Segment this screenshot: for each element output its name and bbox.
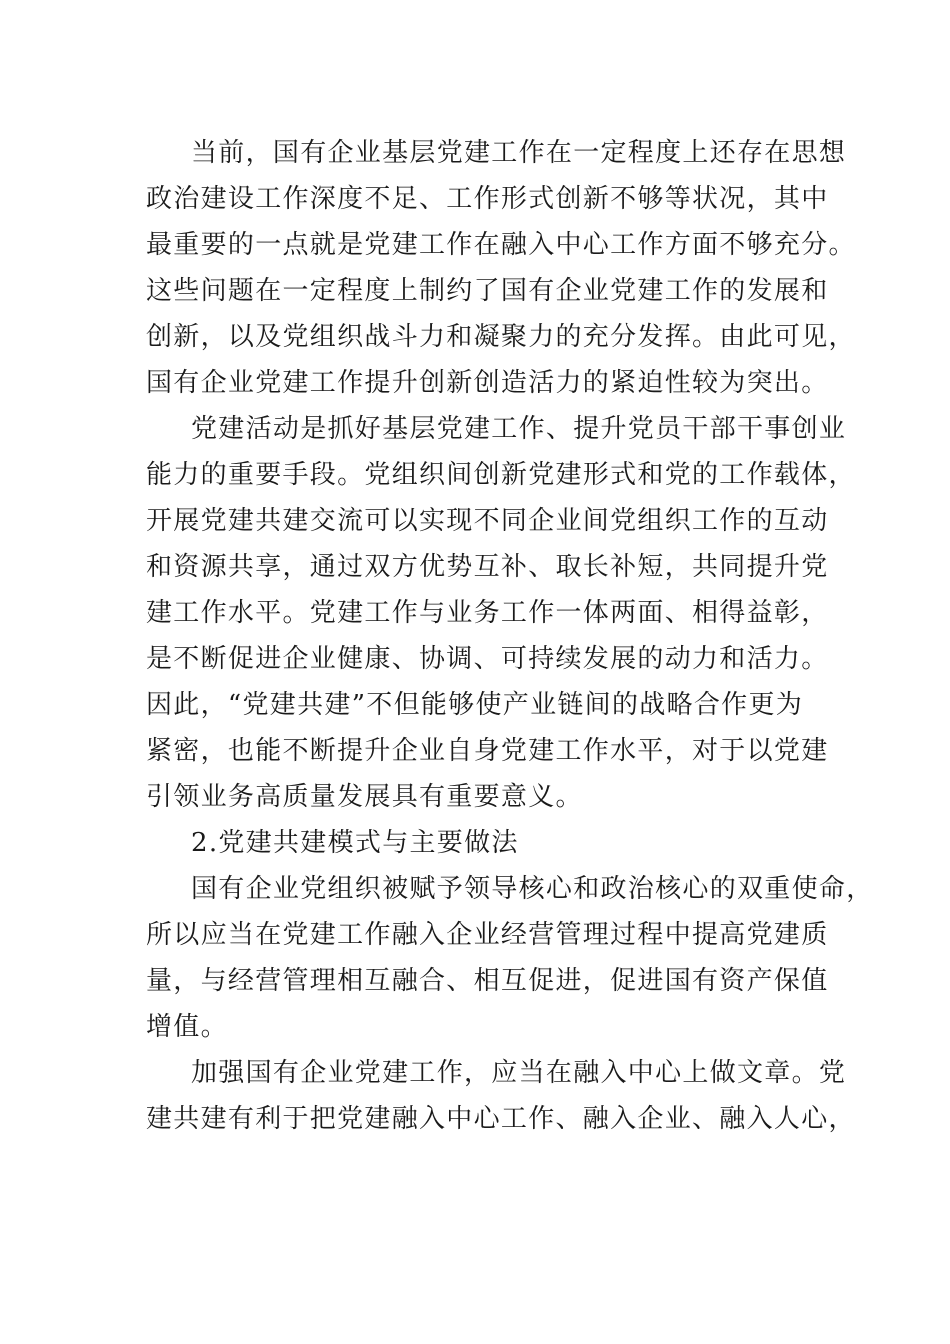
text-line-9: 开展党建共建交流可以实现不同企业间党组织工作的互动 [146, 506, 829, 536]
text-line-3: 最重要的一点就是党建工作在融入中心工作方面不够充分。 [146, 230, 856, 260]
text-line-19: 量，与经营管理相互融合、相互促进，促进国有资产保值 [146, 966, 829, 996]
text-line-4: 这些问题在一定程度上制约了国有企业党建工作的发展和 [146, 276, 829, 306]
text-line-21: 加强国有企业党建工作，应当在融入中心上做文章。党 [191, 1058, 847, 1088]
text-line-8: 能力的重要手段。党组织间创新党建形式和党的工作载体， [146, 460, 856, 490]
text-line-11: 建工作水平。党建工作与业务工作一体两面、相得益彰， [146, 598, 829, 628]
text-line-22: 建共建有利于把党建融入中心工作、融入企业、融入人心， [146, 1104, 856, 1134]
text-line-1: 当前，国有企业基层党建工作在一定程度上还存在思想 [191, 138, 847, 168]
section-heading: 2.党建共建模式与主要做法 [191, 828, 519, 858]
text-line-15: 引领业务高质量发展具有重要意义。 [146, 782, 583, 812]
text-line-13: 因此，“党建共建”不但能够使产业链间的战略合作更为 [146, 690, 804, 720]
text-line-18: 所以应当在党建工作融入企业经营管理过程中提高党建质 [146, 920, 829, 950]
text-line-14: 紧密，也能不断提升企业自身党建工作水平，对于以党建 [146, 736, 829, 766]
text-line-7: 党建活动是抓好基层党建工作、提升党员干部干事创业 [191, 414, 847, 444]
text-line-6: 国有企业党建工作提升创新创造活力的紧迫性较为突出。 [146, 368, 829, 398]
text-line-17: 国有企业党组织被赋予领导核心和政治核心的双重使命， [191, 874, 874, 904]
text-line-20: 增值。 [146, 1012, 228, 1042]
text-line-2: 政治建设工作深度不足、工作形式创新不够等状况，其中 [146, 184, 829, 214]
document-body [146, 130, 874, 1142]
text-line-5: 创新，以及党组织战斗力和凝聚力的充分发挥。由此可见， [146, 322, 856, 352]
text-line-10: 和资源共享，通过双方优势互补、取长补短，共同提升党 [146, 552, 829, 582]
text-line-12: 是不断促进企业健康、协调、可持续发展的动力和活力。 [146, 644, 829, 674]
